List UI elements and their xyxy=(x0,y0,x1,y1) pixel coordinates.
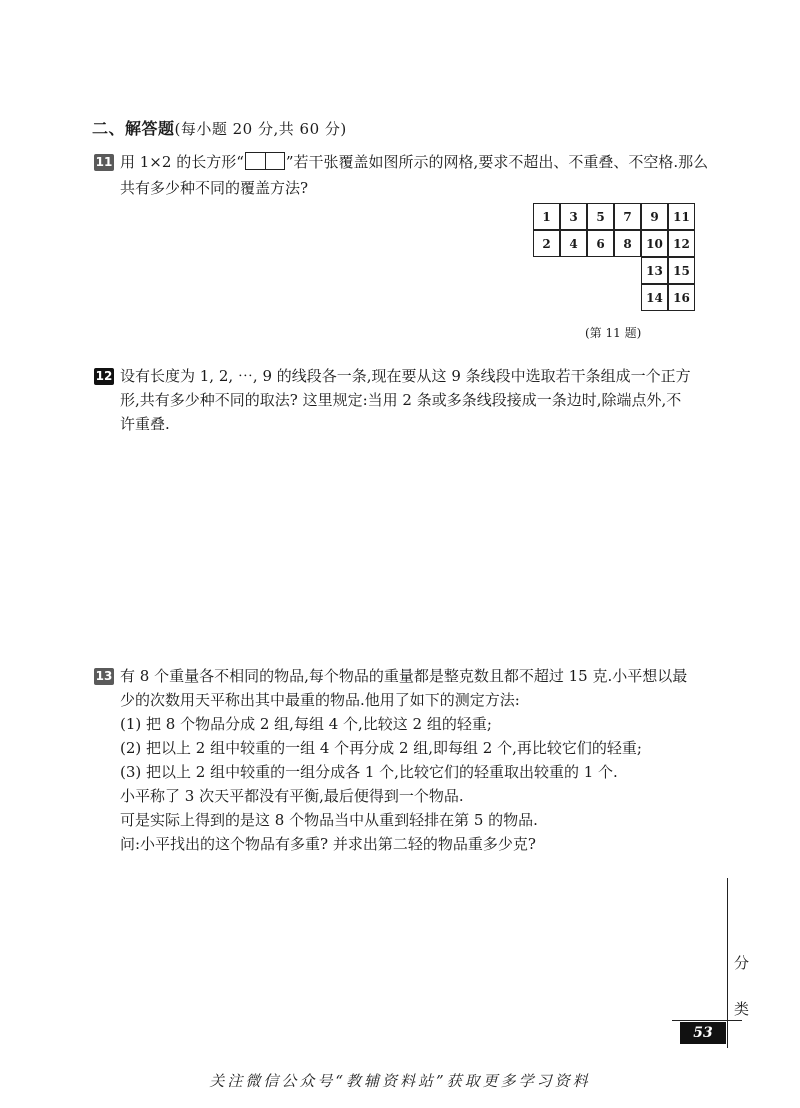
page-number-rule xyxy=(672,1020,742,1021)
domino-rectangle-icon xyxy=(245,152,285,170)
grid-cell: 1 xyxy=(533,203,560,230)
section-title xyxy=(92,116,347,139)
q13-line7: 可是实际上得到的是这 8 个物品当中从重到轻排在第 5 的物品. xyxy=(120,811,538,829)
grid-cell: 3 xyxy=(560,203,587,230)
grid-cell: 16 xyxy=(668,284,695,311)
margin-rule xyxy=(727,878,728,1048)
q11-text-b: ”若干张覆盖如图所示的网格,要求不超出、不重叠、不空格.那么 xyxy=(285,153,709,171)
q13-line1 xyxy=(94,664,687,688)
q11-line1 xyxy=(94,150,708,174)
grid-cell: 15 xyxy=(668,257,695,284)
q13-line5: (3) 把以上 2 组中较重的一组分成各 1 个,比较它们的轻重取出较重的 1 个. xyxy=(120,763,618,781)
page-number: 53 xyxy=(680,1022,726,1044)
q11-grid-figure xyxy=(533,203,697,313)
q13-number-badge: 13 xyxy=(95,669,113,683)
q13-line6: 小平称了 3 次天平都没有平衡,最后便得到一个物品. xyxy=(120,787,464,805)
q11-number-badge: 11 xyxy=(95,155,113,169)
q12-line3: 许重叠. xyxy=(120,415,170,433)
q13-line4: (2) 把以上 2 组中较重的一组 4 个再分成 2 组,即每组 2 个,再比较它们的轻重; xyxy=(120,739,642,757)
grid-cell: 10 xyxy=(641,230,668,257)
grid-cell: 4 xyxy=(560,230,587,257)
grid-cell: 7 xyxy=(614,203,641,230)
grid-cell: 6 xyxy=(587,230,614,257)
grid-cell: 13 xyxy=(641,257,668,284)
q13-line3: (1) 把 8 个物品分成 2 组,每组 4 个,比较这 2 组的轻重; xyxy=(120,715,492,733)
q11-figure-caption: (第 11 题) xyxy=(585,326,642,340)
q13-text-1: 有 8 个重量各不相同的物品,每个物品的重量都是整克数且都不超过 15 克.小平想以最 xyxy=(120,667,688,685)
q12-number-badge: 12 xyxy=(95,369,113,383)
grid-cell: 11 xyxy=(668,203,695,230)
section-subtitle: (每小题 20 分,共 60 分) xyxy=(174,120,347,138)
q11-line2: 共有多少种不同的覆盖方法? xyxy=(120,179,309,197)
q11-text-a: 用 1×2 的长方形“ xyxy=(120,153,244,171)
footer-watermark: 关注微信公众号“教辅资料站”获取更多学习资料 xyxy=(209,1072,591,1090)
sidebar-char-lei: 类 xyxy=(734,1000,750,1018)
grid-cell: 12 xyxy=(668,230,695,257)
section-title-main: 二、解答题 xyxy=(92,119,175,138)
q13-line2: 少的次数用天平称出其中最重的物品.他用了如下的测定方法: xyxy=(120,691,520,709)
grid-cell: 5 xyxy=(587,203,614,230)
grid-cell: 8 xyxy=(614,230,641,257)
grid-cell: 9 xyxy=(641,203,668,230)
q13-line8: 问:小平找出的这个物品有多重? 并求出第二轻的物品重多少克? xyxy=(120,835,536,853)
grid-cell: 2 xyxy=(533,230,560,257)
sidebar-char-fen: 分 xyxy=(734,954,750,972)
grid-cell: 14 xyxy=(641,284,668,311)
q12-line2: 形,共有多少种不同的取法? 这里规定:当用 2 条或多条线段接成一条边时,除端点外,不 xyxy=(120,391,682,409)
q12-line1 xyxy=(94,364,691,388)
q12-text-1: 设有长度为 1, 2, ⋯, 9 的线段各一条,现在要从这 9 条线段中选取若干条组成一个正方 xyxy=(120,367,691,385)
